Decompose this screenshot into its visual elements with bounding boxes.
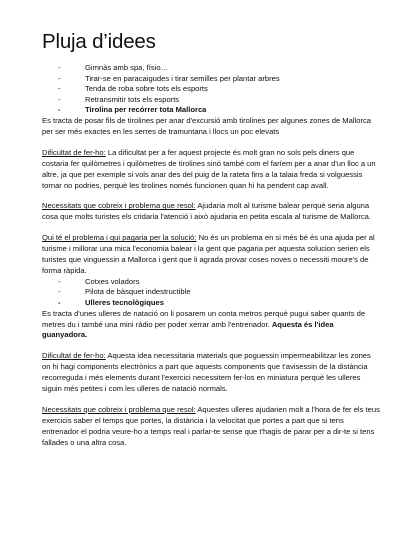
who-text: No és un problema en si més bé és una ajuda per al turisme i millorar una mica l'economia balear i la gent que pagaria per aquesta solucion serien els turistes que vinguessin a Mallorca i gent que li agrada provar coses noves o necessiti moure's de forma ràpida. bbox=[42, 233, 375, 275]
list-item: - Gimnàs amb spa, físio… bbox=[58, 63, 380, 74]
intro-paragraph-2 bbox=[42, 309, 380, 342]
winning-idea-note: Aquesta és l'idea guanyadora. bbox=[42, 319, 334, 340]
difficulty-label: Dificultat de fer-ho: bbox=[42, 147, 106, 157]
difficulty-label: Dificultat de fer-ho: bbox=[42, 351, 106, 361]
needs-text: Ajudaria molt al turisme balear perquè seria alguna cosa que molts turistes els cridaria l'atenció i això ajudaria en petita escala al turisme de Mallorca. bbox=[42, 201, 371, 222]
list-item: - Tenda de roba sobre tots els esports bbox=[58, 84, 380, 95]
list-item: - Pilota de bàsquet indestructible bbox=[58, 287, 380, 298]
list-item: - Retransmitir tots els esports bbox=[58, 95, 380, 106]
needs-paragraph-1 bbox=[42, 201, 380, 223]
who-label: Qui té el problema i qui pagaria per la solució: bbox=[42, 233, 197, 243]
difficulty-paragraph-1 bbox=[42, 148, 380, 192]
difficulty-paragraph-2 bbox=[42, 351, 380, 395]
difficulty-text: La dificultat per a fer aquest projecte és molt gran no sols pels diners que costaria fer quilòmetres i quilòmetres de tirolines sinó també com el faríem per a anar d'un lloc a un altre, ja que per exemple si vols anar des del puig de la rateta fins a la talaia freda si volguessis tornar no podries, perquè les tirolines només funcionen quan hi ha pendent cap avall. bbox=[42, 147, 376, 190]
needs-text: Aquestes ulleres ajudarien molt a l'hora de fer els teus exercicis saber el temps que portes, la distància i la velocitat que portes a part que si tens entrenador el podria veure-ho a temps real i parlar-te sense que t'hagis de parar per a dir-te si tens fallades o una altra cosa. bbox=[42, 404, 380, 447]
intro-paragraph-1: Es tracta de posar fils de tirolines per anar d'excursió amb tirolines per algunes zones de Mallorca per ser més exactes en les serres de tramuntana i llocs un poc elevats bbox=[42, 115, 371, 136]
list-item-selected: - Ulleres tecnològiques bbox=[58, 298, 380, 309]
page-title: Pluja d’idees bbox=[42, 30, 156, 53]
list-item: - Tirar-se en paracaigudes i tirar semilles per plantar arbres bbox=[58, 74, 380, 85]
needs-paragraph-2 bbox=[42, 405, 380, 449]
needs-label: Necessitats que cobreix i problema que resol: bbox=[42, 404, 196, 414]
ideas-list-2 bbox=[42, 277, 380, 309]
list-item: - Cotxes voladors bbox=[58, 277, 380, 288]
needs-label: Necessitats que cobreix i problema que resol: bbox=[42, 201, 196, 211]
ideas-list-1 bbox=[42, 63, 380, 116]
intro-text: Es tracta d'unes ulleres de natació on li posarem un conta metros perquè pugui saber quants de metres du i també una mini ràdio per poder xerrar amb l'entrenador. bbox=[42, 308, 366, 329]
difficulty-text: Aquesta idea necessitaria materials que poguessin impermeabilitzar les zones on hi hagi components electrònics a part que aquests components que t'avisessin de la distància recorreguda i més elements durant l'exercici necessitem fer-los en miniatura perquè les ulleres siguin més petites i com les ulleres de natació normals. bbox=[42, 351, 371, 394]
who-paragraph-1 bbox=[42, 233, 380, 277]
list-item-selected: - Tirolina per recórrer tota Mallorca bbox=[58, 105, 380, 116]
